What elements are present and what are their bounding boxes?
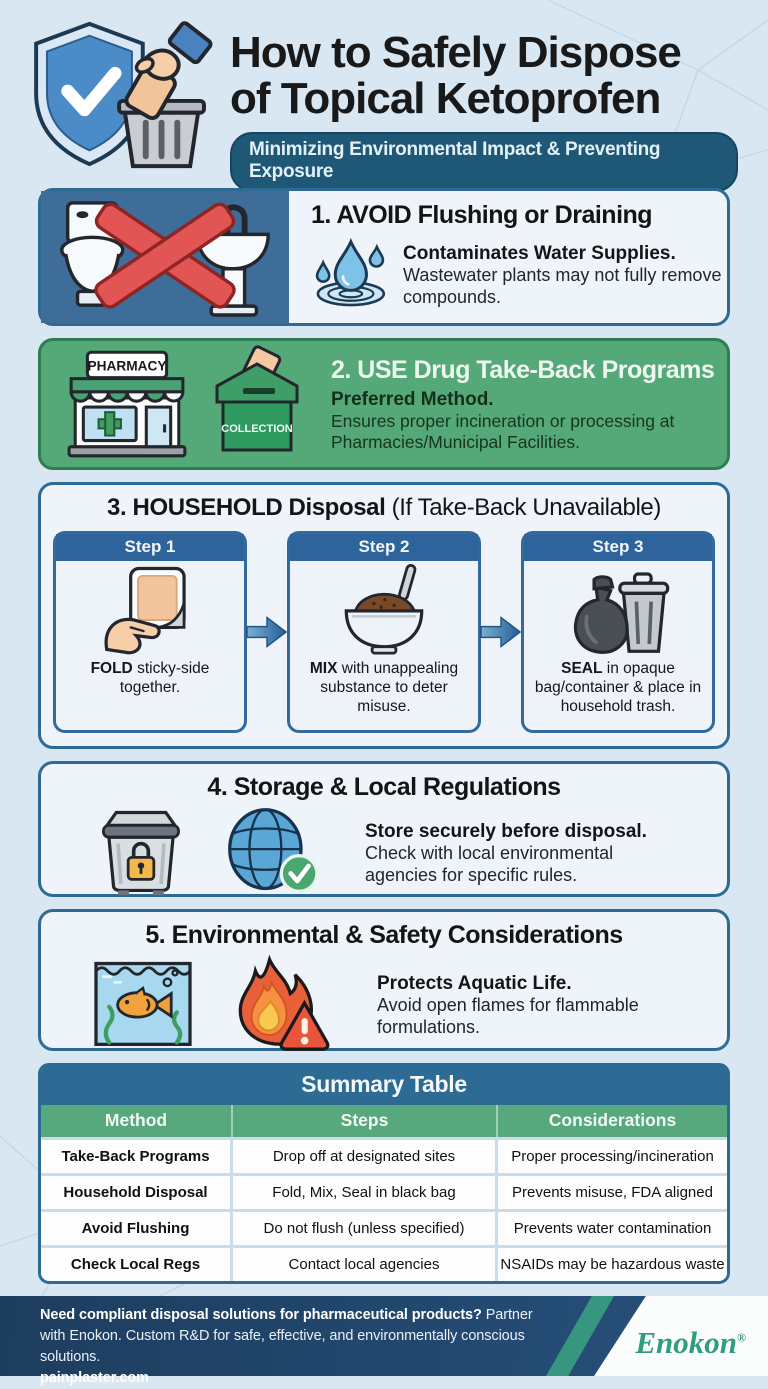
section-household-disposal bbox=[38, 482, 730, 749]
section2-body: Ensures proper incineration or processing at Pharmacies/Municipal Facilities. bbox=[331, 410, 675, 452]
collection-box-icon bbox=[207, 346, 307, 463]
section-avoid-flushing bbox=[38, 188, 730, 326]
step1-text: FOLD sticky-side together. bbox=[90, 660, 210, 697]
step1-card bbox=[53, 531, 247, 733]
step2-text: MIX with unappealing substance to deter misuse. bbox=[309, 660, 459, 716]
enokon-logo: Enokon® bbox=[635, 1325, 746, 1360]
toilet-sink-no-icon bbox=[41, 191, 289, 323]
section5-body: Avoid open flames for flammable formulations. bbox=[377, 994, 639, 1037]
section2-lead: Preferred Method. bbox=[331, 388, 494, 410]
footer-website: painplaster.com bbox=[40, 1370, 149, 1387]
footer bbox=[0, 1296, 768, 1387]
water-drops-icon bbox=[311, 236, 389, 315]
table-row: Avoid Flushing Do not flush (unless specified) Prevents water contamination bbox=[41, 1209, 727, 1245]
header bbox=[30, 16, 738, 192]
section4-body: Check with local environmental agencies for specific rules. bbox=[365, 842, 614, 885]
section2-title: 2. USE Drug Take-Back Programs bbox=[331, 355, 715, 384]
flame-warning-icon bbox=[225, 954, 333, 1057]
trash-bag-can-icon bbox=[524, 561, 712, 657]
section1-body: Wastewater plants may not fully remove compounds. bbox=[403, 264, 722, 307]
step2-card bbox=[287, 531, 481, 733]
section4-title: 4. Storage & Local Regulations bbox=[207, 773, 561, 801]
step3-card bbox=[521, 531, 715, 733]
step3-text: SEAL in opaque bag/container & place in household trash. bbox=[534, 660, 702, 716]
step2-header: Step 2 bbox=[290, 534, 478, 561]
step1-header: Step 1 bbox=[56, 534, 244, 561]
subtitle-badge: Minimizing Environmental Impact & Preventing Exposure bbox=[230, 132, 738, 192]
section1-title: 1. AVOID Flushing or Draining bbox=[311, 201, 653, 229]
section5-title: 5. Environmental & Safety Considerations bbox=[145, 921, 623, 949]
locked-bin-icon bbox=[89, 807, 193, 900]
column-header-steps: Steps bbox=[233, 1105, 498, 1137]
arrow-right-icon bbox=[247, 615, 287, 654]
column-header-method: Method bbox=[41, 1105, 233, 1137]
pharmacy-store-icon bbox=[61, 345, 193, 464]
table-row: Household Disposal Fold, Mix, Seal in black bag Prevents misuse, FDA aligned bbox=[41, 1173, 727, 1209]
summary-table-header bbox=[41, 1105, 727, 1137]
shield-check-trash-icon bbox=[30, 16, 218, 192]
section-storage-regulations bbox=[38, 761, 730, 897]
mix-bowl-icon bbox=[290, 561, 478, 657]
section-take-back bbox=[38, 338, 730, 470]
summary-table bbox=[38, 1063, 730, 1284]
aquarium-fish-icon bbox=[89, 956, 197, 1055]
table-row: Check Local Regs Contact local agencies NSAIDs may be hazardous waste bbox=[41, 1245, 727, 1281]
arrow-right-icon bbox=[481, 615, 521, 654]
fold-patch-icon bbox=[56, 561, 244, 657]
footer-text: Need compliant disposal solutions for pharmaceutical products? Partner with Enokon. Custom R&D for safe, effective, and environmentally conscious solutions. painplaster.com bbox=[0, 1296, 555, 1389]
section1-lead: Contaminates Water Supplies. bbox=[403, 242, 676, 264]
column-header-considerations: Considerations bbox=[548, 1110, 677, 1130]
section4-lead: Store securely before disposal. bbox=[365, 820, 647, 842]
pharmacy-sign-text: PHARMACY bbox=[87, 358, 167, 374]
table-row: Take-Back Programs Drop off at designated sites Proper processing/incineration bbox=[41, 1137, 727, 1173]
page-title: How to Safely Dispose of Topical Ketoprofen bbox=[230, 28, 681, 124]
summary-table-title: Summary Table bbox=[41, 1066, 727, 1105]
section3-title: 3. HOUSEHOLD Disposal (If Take-Back Unavailable) bbox=[107, 494, 661, 521]
section5-lead: Protects Aquatic Life. bbox=[377, 972, 572, 994]
section-environmental-safety bbox=[38, 909, 730, 1051]
collection-label-text: COLLECTION bbox=[221, 422, 293, 435]
globe-check-icon bbox=[221, 806, 321, 901]
step3-header: Step 3 bbox=[524, 534, 712, 561]
